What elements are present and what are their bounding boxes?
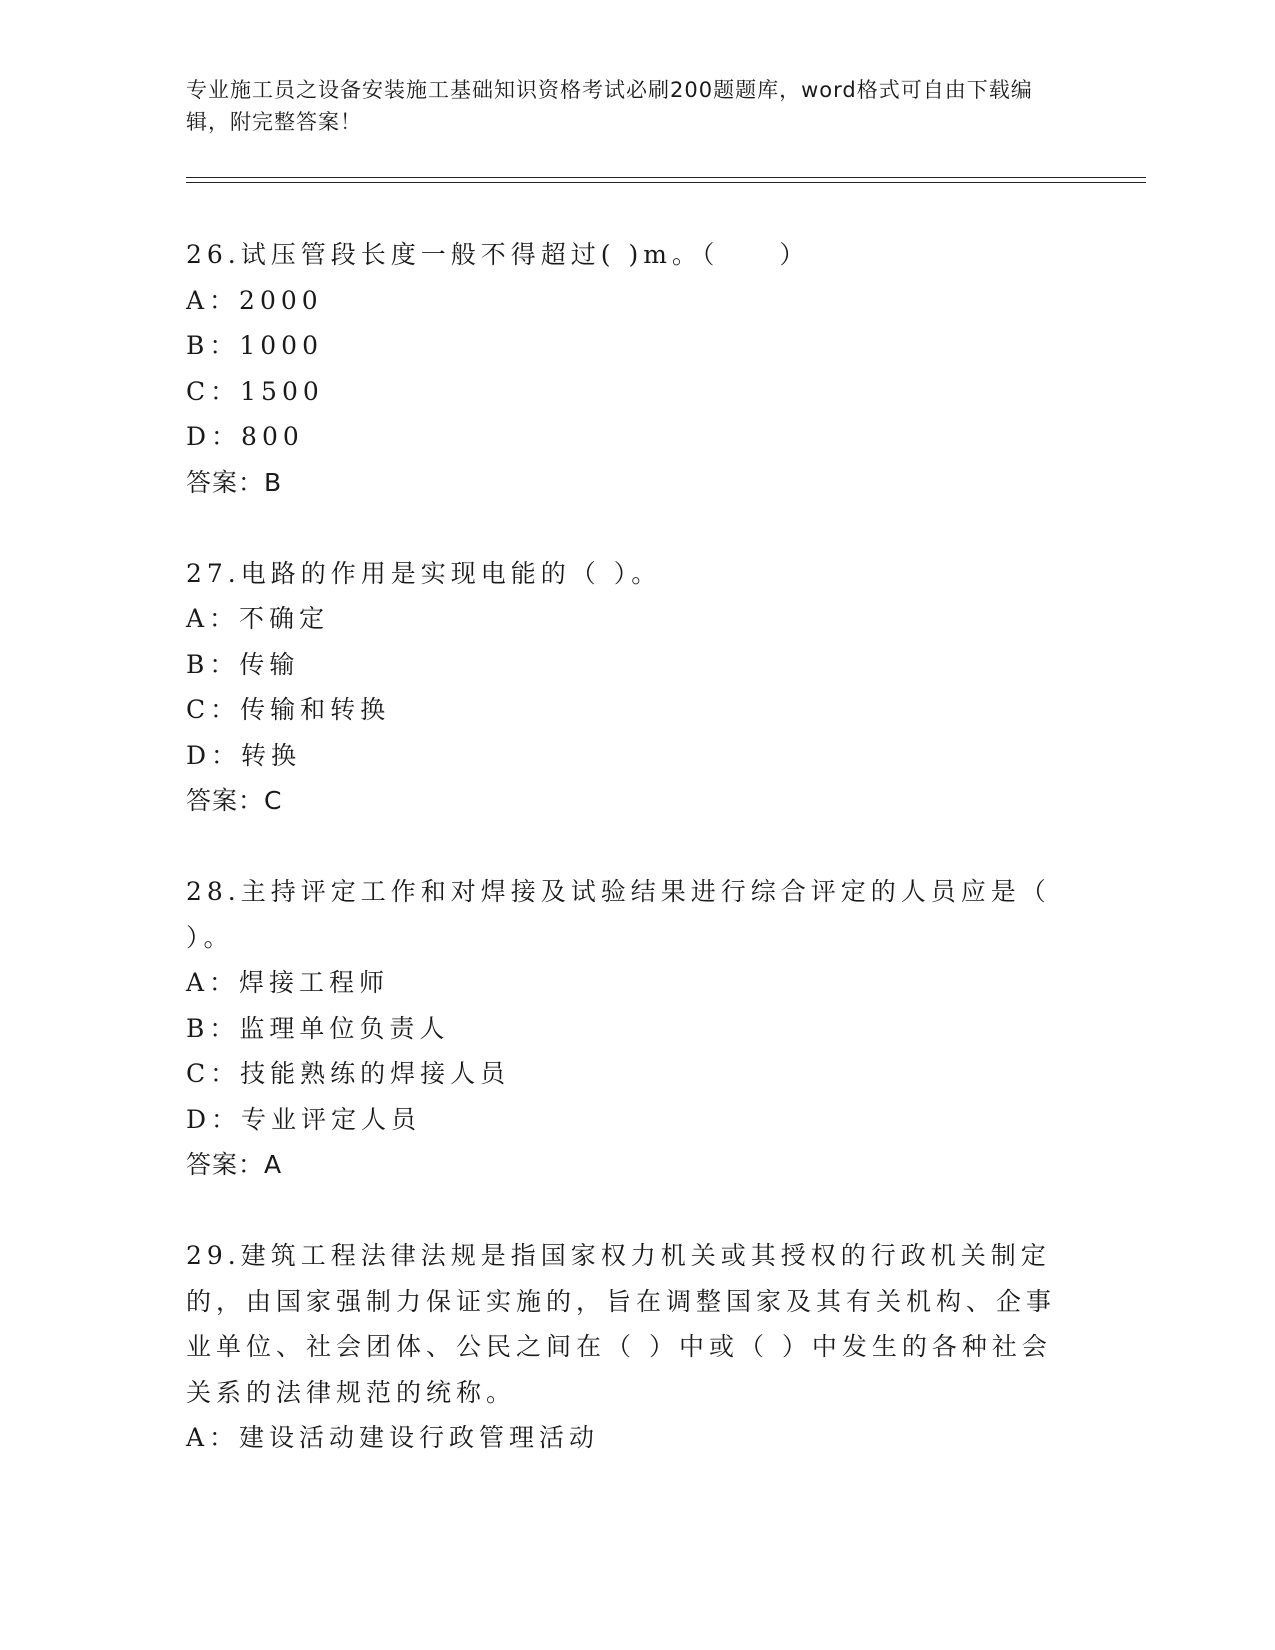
question-stem: 27.电路的作用是实现电能的（ ）。 — [186, 558, 662, 588]
answer: 答案：B — [186, 467, 283, 497]
question-29 — [186, 1233, 1066, 1461]
question-list — [186, 232, 1066, 1461]
option-c: C：传输和转换 — [186, 695, 391, 724]
option-b: B：1000 — [186, 331, 323, 360]
answer: 答案：A — [186, 1150, 283, 1179]
question-stem: 26.试压管段长度一般不得超过( )m。（ ） — [186, 240, 810, 269]
option-a: A：2000 — [186, 285, 323, 315]
question-stem: 28.主持评定工作和对焊接及试验结果进行综合评定的人员应是（ ）。 — [186, 877, 1051, 952]
option-b: B：监理单位负责人 — [186, 1013, 450, 1043]
option-d: D：800 — [186, 422, 304, 451]
header-divider-top — [186, 177, 1146, 178]
option-d: D：转换 — [186, 740, 302, 770]
option-a: A：不确定 — [186, 604, 330, 633]
option-c: C：1500 — [186, 376, 324, 406]
answer: 答案：C — [186, 786, 283, 815]
question-28 — [186, 869, 1066, 1188]
option-a: A：建设活动建设行政管理活动 — [186, 1423, 600, 1452]
option-b: B：传输 — [186, 649, 300, 679]
spacer — [186, 505, 1066, 551]
option-a: A：焊接工程师 — [186, 968, 390, 997]
spacer — [186, 1188, 1066, 1234]
option-d: D：专业评定人员 — [186, 1104, 422, 1134]
question-stem: 29.建筑工程法律法规是指国家权力机关或其授权的行政机关制定的，由国家强制力保证实施的，旨在调整国家及其有关机构、企事业单位、社会团体、公民之间在（ ）中或（ ）中发生的各种社会关系的法律规范的统称。 — [186, 1241, 1057, 1407]
question-27 — [186, 551, 1066, 824]
spacer — [186, 824, 1066, 870]
header-divider-bottom — [186, 182, 1146, 183]
question-26 — [186, 232, 1066, 505]
document-intro: 专业施工员之设备安装施工基础知识资格考试必刷200题题库，word格式可自由下载编辑，附完整答案！ — [186, 78, 1033, 134]
option-c: C：技能熟练的焊接人员 — [186, 1059, 511, 1088]
